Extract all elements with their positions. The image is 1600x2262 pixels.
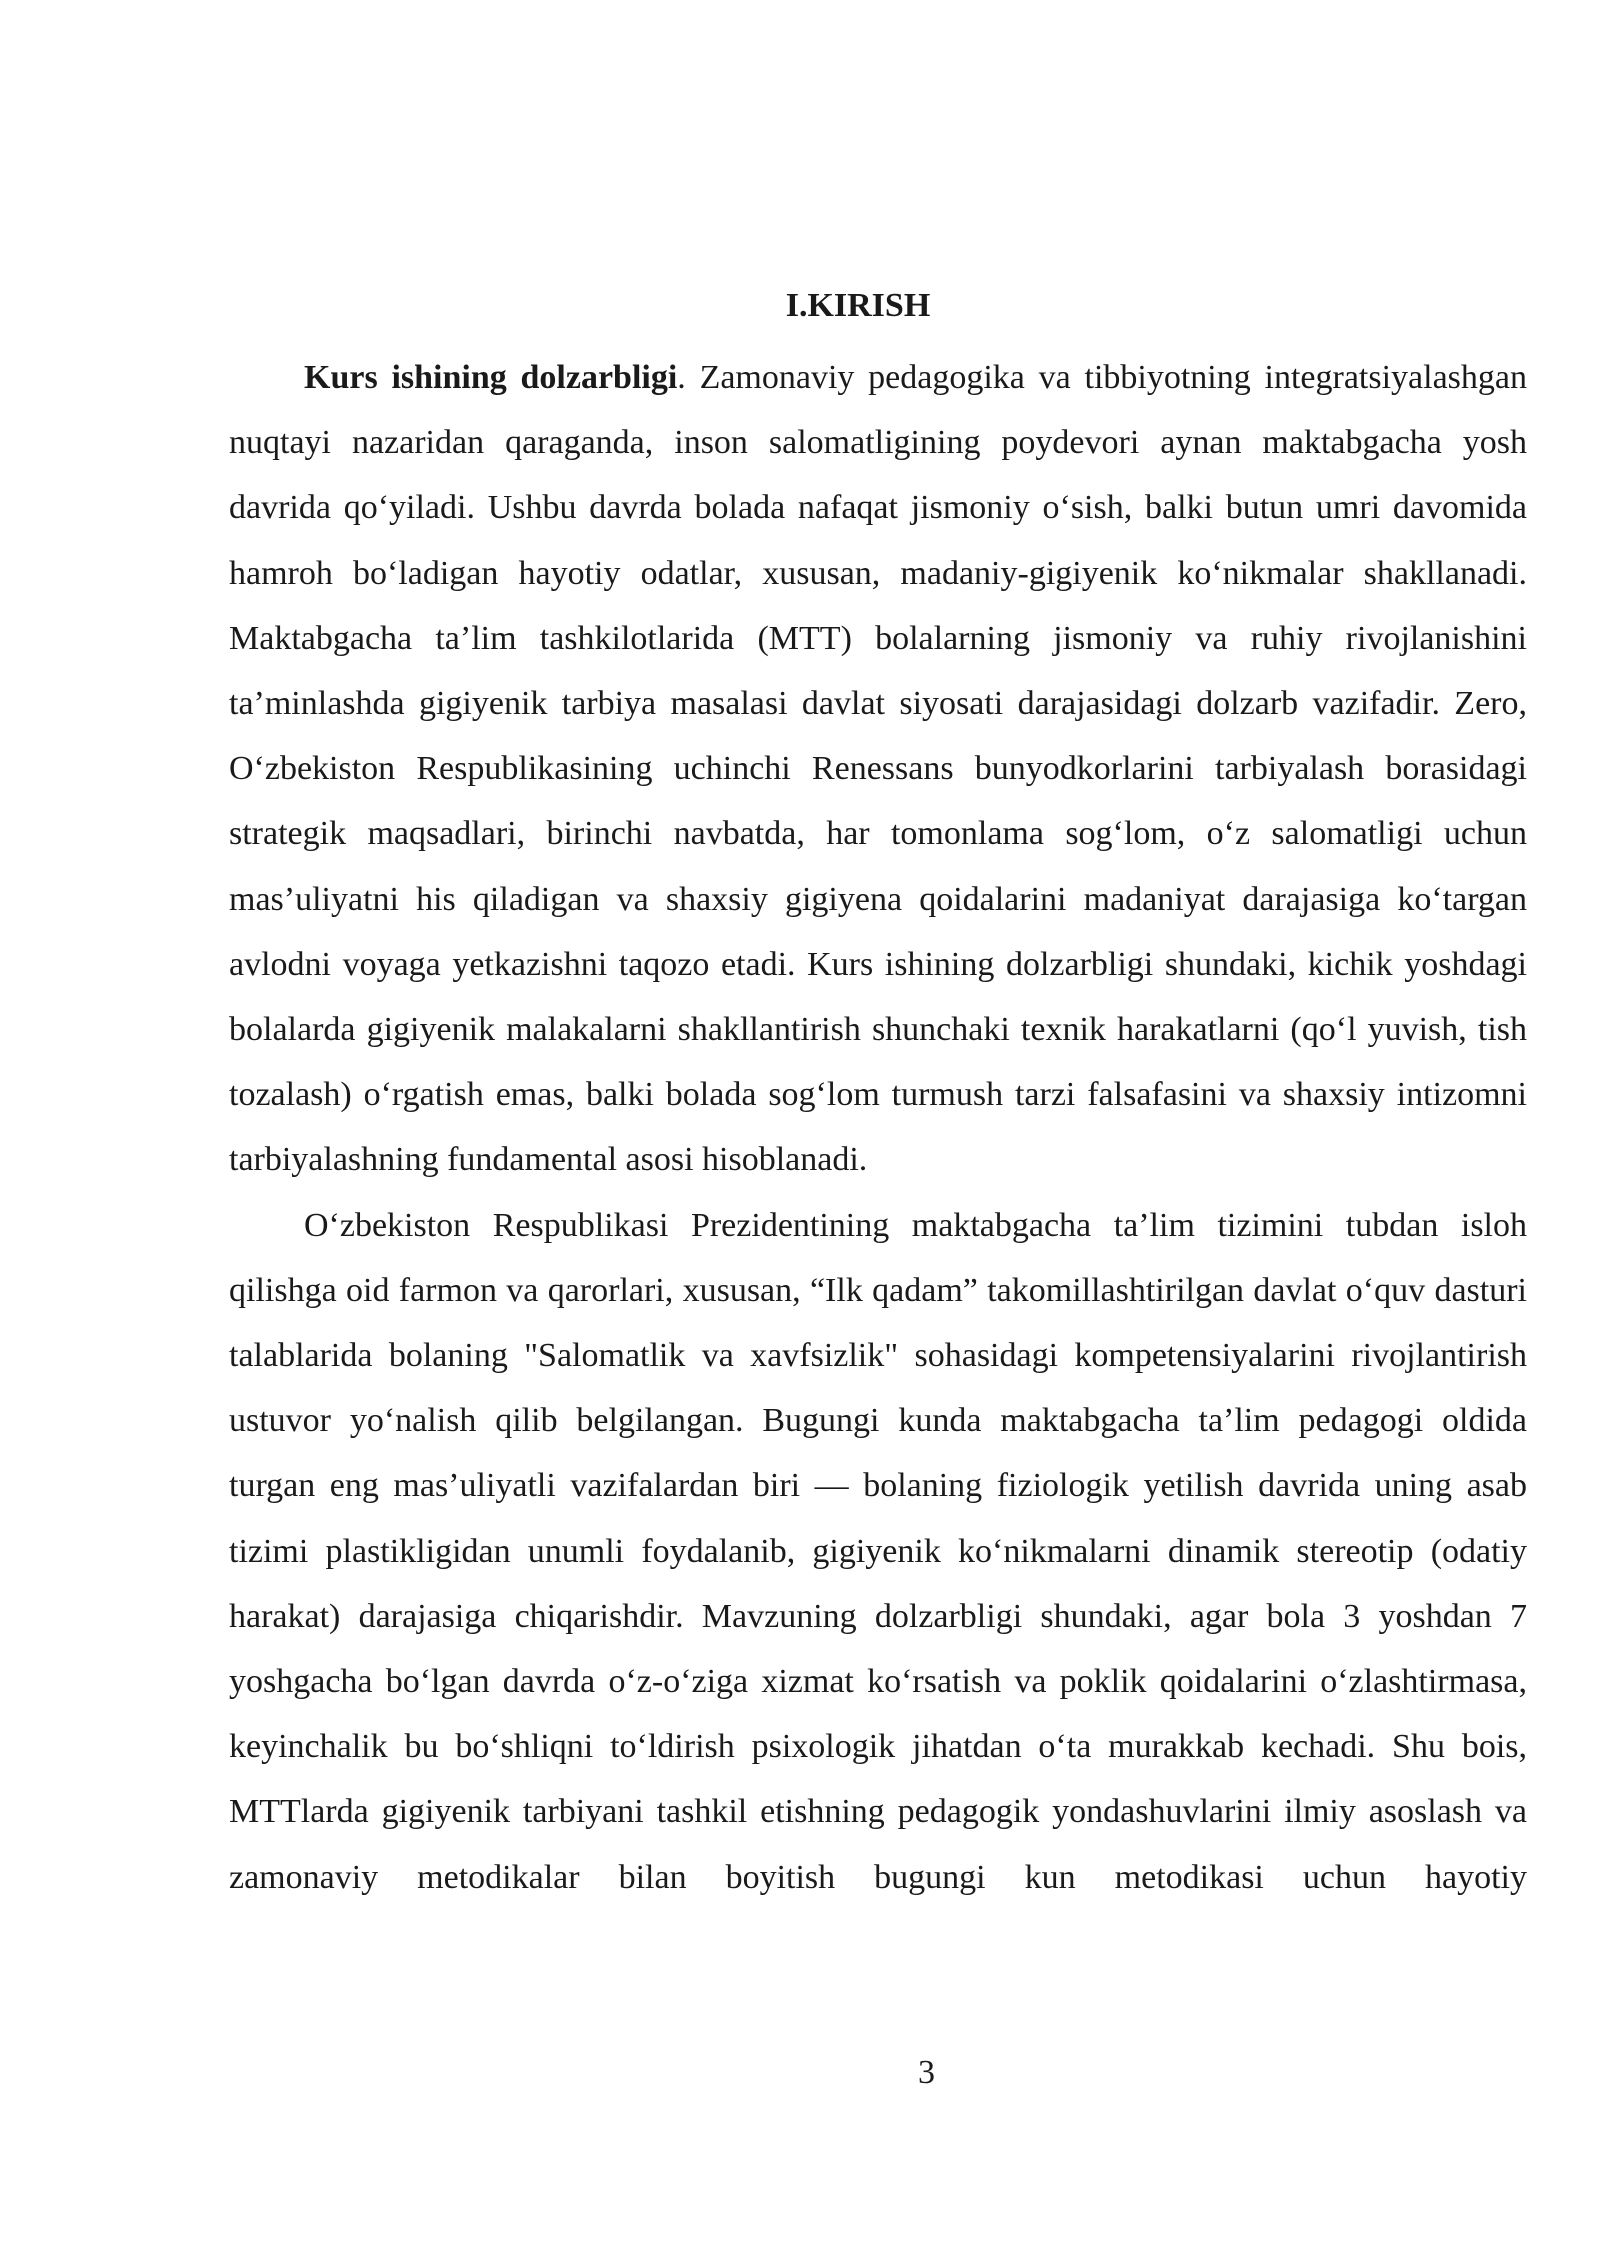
body-text: [229, 345, 1527, 1910]
paragraph-decrees-text: O‘zbekiston Respublikasi Prezidentining maktabgacha ta’lim tizimini tubdan isloh qilishga oid farmon va qarorlari, xususan, “Ilk qadam” takomillashtirilgan davlat o‘quv dasturi talablarida bolaning "Salomatlik va xavfsizlik" sohasidagi kompetensiyalarini rivojlantirish ustuvor yo‘nalish qilib belgilangan. Bugungi kunda maktabgacha ta’lim pedagogi oldida turgan eng mas’uliyatli vazifalardan biri — bolaning fiziologik yetilish davrida uning asab tizimi plastikligidan unumli foydalanib, gigiyenik ko‘nikmalarni dinamik stereotip (odatiy harakat) darajasiga chiqarishdir. Mavzuning dolzarbligi shundaki, agar bola 3 yoshdan 7 yoshgacha bo‘lgan davrda o‘z-o‘ziga xizmat ko‘rsatish va poklik qoidalarini o‘zlashtirmasa, keyinchalik bu bo‘shliqni to‘ldirish psixologik jihatdan o‘ta murakkab kechadi. Shu bois, MTTlarda gigiyenik tarbiyani tashkil etishning pedagogik yondashuvlarini ilmiy asoslash va zamonaviy metodikalar bilan boyitish bugungi kun metodikasi uchun hayotiy: [229, 1206, 1527, 1896]
paragraph-lead-punct: .: [677, 359, 686, 396]
paragraph-lead-bold: Kurs ishining dolzarbligi: [304, 359, 678, 396]
paragraph-presidential-decrees: [229, 1193, 1527, 1910]
paragraph-relevance-text: Zamonaviy pedagogika va tibbiyotning integratsiyalashgan nuqtayi nazaridan qaraganda, inson salomatligining poydevori aynan maktabgacha yosh davrida qo‘yiladi. Ushbu davrda bolada nafaqat jismoniy o‘sish, balki butun umri davomida hamroh bo‘ladigan hayotiy odatlar, xususan, madaniy-gigiyenik ko‘nikmalar shakllanadi. Maktabgacha ta’lim tashkilotlarida (MTT) bolalarning jismoniy va ruhiy rivojlanishini ta’minlashda gigiyenik tarbiya masalasi davlat siyosati darajasidagi dolzarb vazifadir. Zero, O‘zbekiston Respublikasining uchinchi Renessans bunyodkorlarini tarbiyalash borasidagi strategik maqsadlari, birinchi navbatda, har tomonlama sog‘lom, o‘z salomatligi uchun mas’uliyatni his qiladigan va shaxsiy gigiyena qoidalarini madaniyat darajasiga ko‘targan avlodni voyaga yetkazishni taqozo etadi. Kurs ishining dolzarbligi shundaki, kichik yoshdagi bolalarda gigiyenik malakalarni shakllantirish shunchaki texnik harakatlarni (qo‘l yuvish, tish tozalash) o‘rgatish emas, balki bolada sog‘lom turmush tarzi falsafasini va shaxsiy intizomni tarbiyalashning fundamental asosi hisoblanadi.: [229, 359, 1527, 1179]
section-heading: I.KIRISH: [785, 287, 931, 324]
page-number: 3: [918, 2054, 935, 2091]
paragraph-relevance: [229, 345, 1527, 1193]
